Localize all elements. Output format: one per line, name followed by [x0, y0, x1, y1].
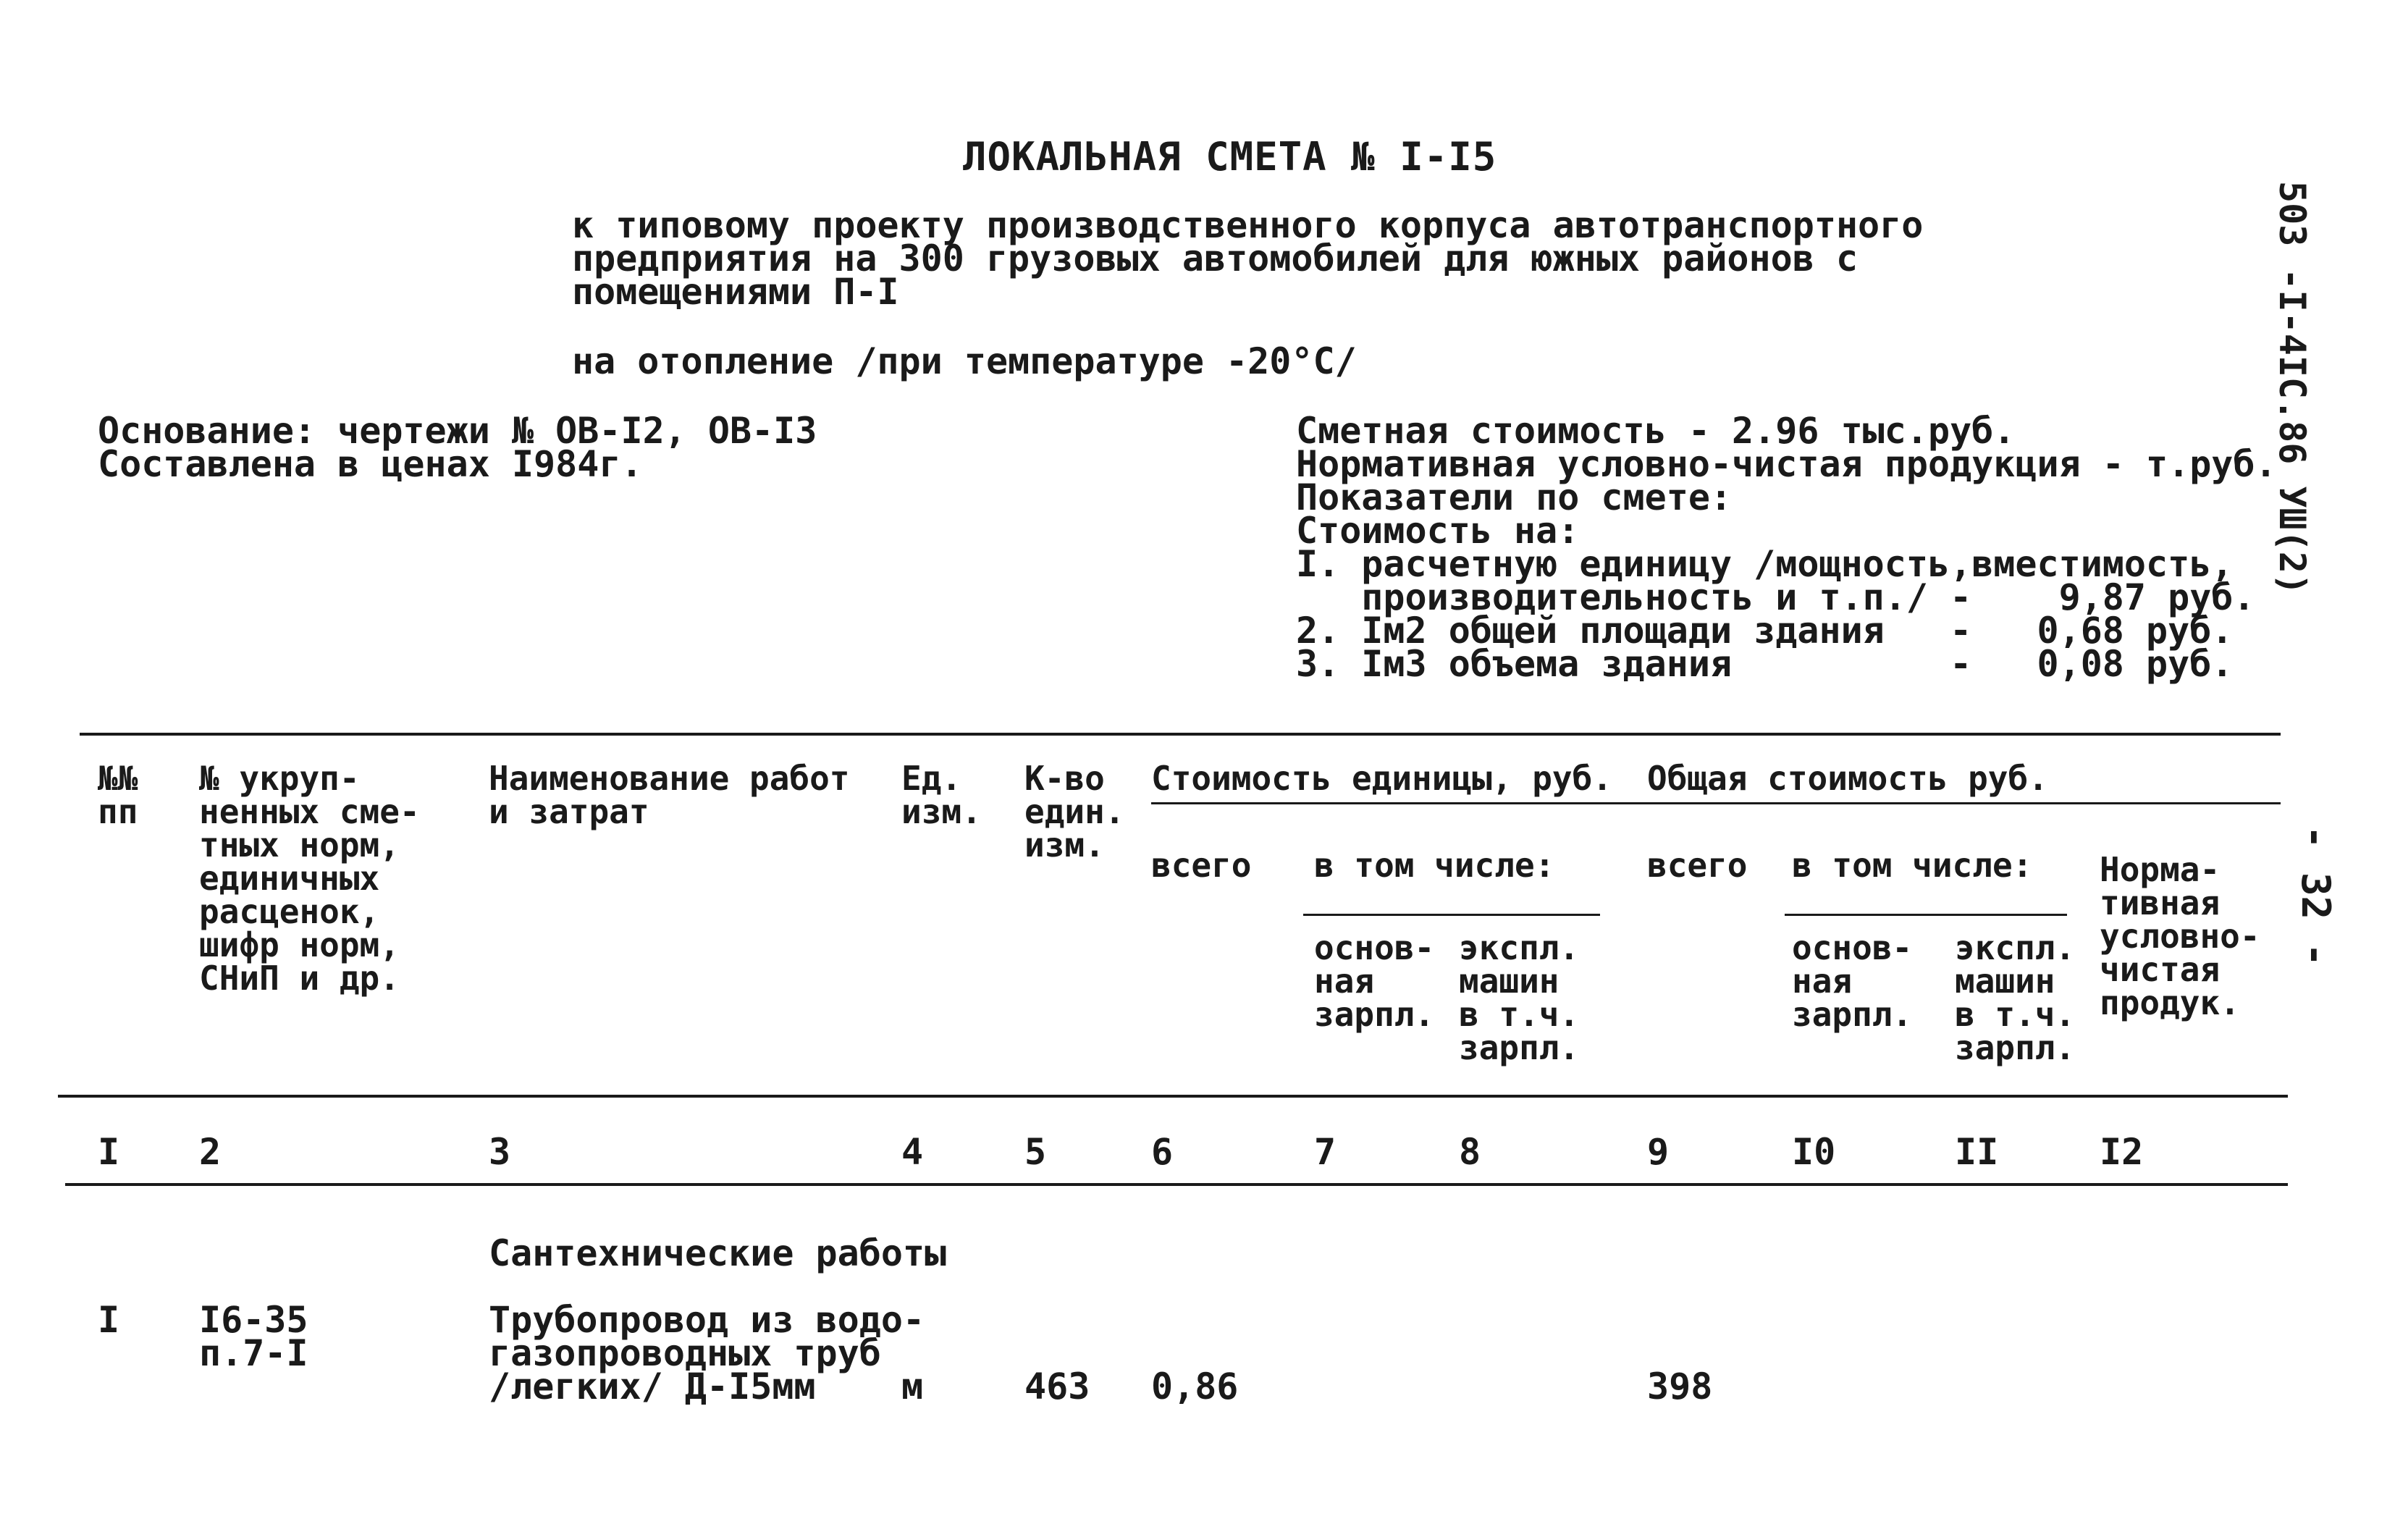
- prices-line: Составлена в ценах I984г.: [98, 443, 643, 485]
- page-number: - 32 -: [2293, 825, 2339, 967]
- column-number-2: 2: [199, 1131, 222, 1173]
- subtitle-line-2: предприятия на 300 грузовых автомобилей для южных районов с: [572, 237, 1859, 279]
- column-number-11: II: [1955, 1131, 1999, 1173]
- row-1-code-line-2: п.7-I: [199, 1332, 308, 1374]
- header-bottom-rule: [58, 1095, 2288, 1098]
- column-number-8: 8: [1459, 1131, 1481, 1173]
- side-document-code: 503 -I-4IС.86 УШ(2): [2271, 181, 2313, 595]
- header-unit-total: всего: [1151, 846, 1252, 885]
- header-unit-line-2: изм.: [901, 792, 982, 831]
- column-number-9: 9: [1647, 1131, 1670, 1173]
- indicator-item-3: 3. Iм3 объема здания - 0,08 руб.: [1296, 643, 2234, 685]
- row-1-name-line-1: Трубопровод из водо-: [489, 1299, 925, 1341]
- header-normative-line-3: условно-: [2100, 917, 2260, 956]
- indicators-line: Показатели по смете:: [1296, 476, 1733, 518]
- header-qty-line-1: К-во: [1024, 759, 1105, 798]
- header-unit-including: в том числе:: [1314, 846, 1555, 885]
- row-1-unit-total: 0,86: [1151, 1366, 1239, 1408]
- row-1-code-line-1: I6-35: [199, 1299, 308, 1341]
- header-qty-line-3: изм.: [1024, 825, 1105, 864]
- header-name-line-1: Наименование работ: [489, 759, 850, 798]
- indicator-item-1a: I. расчетную единицу /мощность,вместимость,: [1296, 543, 2234, 585]
- header-overall-wage-line-2: ная: [1792, 962, 1853, 1001]
- table-top-rule: [80, 733, 2281, 736]
- row-1-unit: м: [901, 1366, 924, 1408]
- header-num-line-2: пп: [98, 792, 138, 831]
- unit-including-rule: [1303, 914, 1600, 916]
- header-overall-total: всего: [1647, 846, 1748, 885]
- header-unit-machine-line-1: экспл.: [1459, 928, 1580, 967]
- header-unit-machine-line-2: машин: [1459, 962, 1560, 1001]
- header-unit-machine-line-4: зарпл.: [1459, 1028, 1580, 1067]
- header-overall-wage-line-1: основ-: [1792, 928, 1913, 967]
- header-num-line-1: №№: [98, 759, 138, 798]
- subtitle-line-3: помещениями П-I: [572, 271, 899, 313]
- indicator-item-1b: производительность и т.п./ - 9,87 руб.: [1296, 576, 2255, 618]
- header-overall-machine-line-1: экспл.: [1955, 928, 2076, 967]
- row-1-num: I: [98, 1299, 120, 1341]
- column-number-7: 7: [1314, 1131, 1337, 1173]
- header-overall-machine-line-4: зарпл.: [1955, 1028, 2076, 1067]
- row-1-name-line-3: /легких/ Д-I5мм: [489, 1366, 816, 1408]
- header-code-line-5: расценок,: [199, 892, 380, 931]
- cost-line: Сметная стоимость - 2.96 тыс.руб.: [1296, 410, 2016, 452]
- column-number-1: I: [98, 1131, 120, 1173]
- column-number-6: 6: [1151, 1131, 1174, 1173]
- header-unit-wage-line-2: ная: [1314, 962, 1375, 1001]
- header-normative-line-5: продук.: [2100, 983, 2240, 1022]
- header-code-line-2: ненных сме-: [199, 792, 420, 831]
- row-1-total: 398: [1647, 1366, 1713, 1408]
- header-code-line-3: тных норм,: [199, 825, 400, 864]
- column-numbers-rule: [65, 1183, 2288, 1186]
- header-overall-machine-line-3: в т.ч.: [1955, 995, 2076, 1034]
- cost-per-line: Стоимость на:: [1296, 510, 1580, 552]
- row-1-name-line-2: газопроводных труб: [489, 1332, 881, 1374]
- subtitle-line-1: к типовому проекту производственного корпуса автотранспортного: [572, 204, 1924, 246]
- header-overall-wage-line-3: зарпл.: [1792, 995, 1913, 1034]
- group-header-rule: [1151, 802, 2281, 804]
- column-number-4: 4: [901, 1131, 924, 1173]
- header-unit-machine-line-3: в т.ч.: [1459, 995, 1580, 1034]
- column-number-10: I0: [1792, 1131, 1836, 1173]
- normative-line: Нормативная условно-чистая продукция - т.руб.: [1296, 443, 2277, 485]
- header-total-cost-group: Общая стоимость руб.: [1647, 759, 2048, 798]
- header-normative-line-1: Норма-: [2100, 850, 2221, 889]
- column-number-12: I2: [2100, 1131, 2144, 1173]
- header-normative-line-2: тивная: [2100, 883, 2221, 922]
- header-code-line-4: единичных: [199, 859, 380, 898]
- document-title: ЛОКАЛЬНАЯ СМЕТА № I-I5: [963, 134, 1497, 180]
- header-overall-machine-line-2: машин: [1955, 962, 2055, 1001]
- header-unit-wage-line-1: основ-: [1314, 928, 1435, 967]
- header-code-line-1: № укруп-: [199, 759, 360, 798]
- section-title: Сантехнические работы: [489, 1232, 947, 1274]
- overall-including-rule: [1785, 914, 2067, 916]
- header-qty-line-2: един.: [1024, 792, 1125, 831]
- header-unit-line-1: Ед.: [901, 759, 962, 798]
- basis-line: Основание: чертежи № ОВ-I2, ОВ-I3: [98, 410, 817, 452]
- header-unit-cost-group: Стоимость единицы, руб.: [1151, 759, 1612, 798]
- row-1-qty: 463: [1024, 1366, 1090, 1408]
- header-overall-including: в том числе:: [1792, 846, 2033, 885]
- column-number-3: 3: [489, 1131, 511, 1173]
- heating-line: на отопление /при температуре -20°С/: [572, 340, 1357, 382]
- header-code-line-7: СНиП и др.: [199, 959, 400, 998]
- header-name-line-2: и затрат: [489, 792, 649, 831]
- header-unit-wage-line-3: зарпл.: [1314, 995, 1435, 1034]
- header-code-line-6: шифр норм,: [199, 925, 400, 964]
- column-number-5: 5: [1024, 1131, 1047, 1173]
- indicator-item-2: 2. Iм2 общей площади здания - 0,68 руб.: [1296, 610, 2234, 652]
- header-normative-line-4: чистая: [2100, 950, 2221, 989]
